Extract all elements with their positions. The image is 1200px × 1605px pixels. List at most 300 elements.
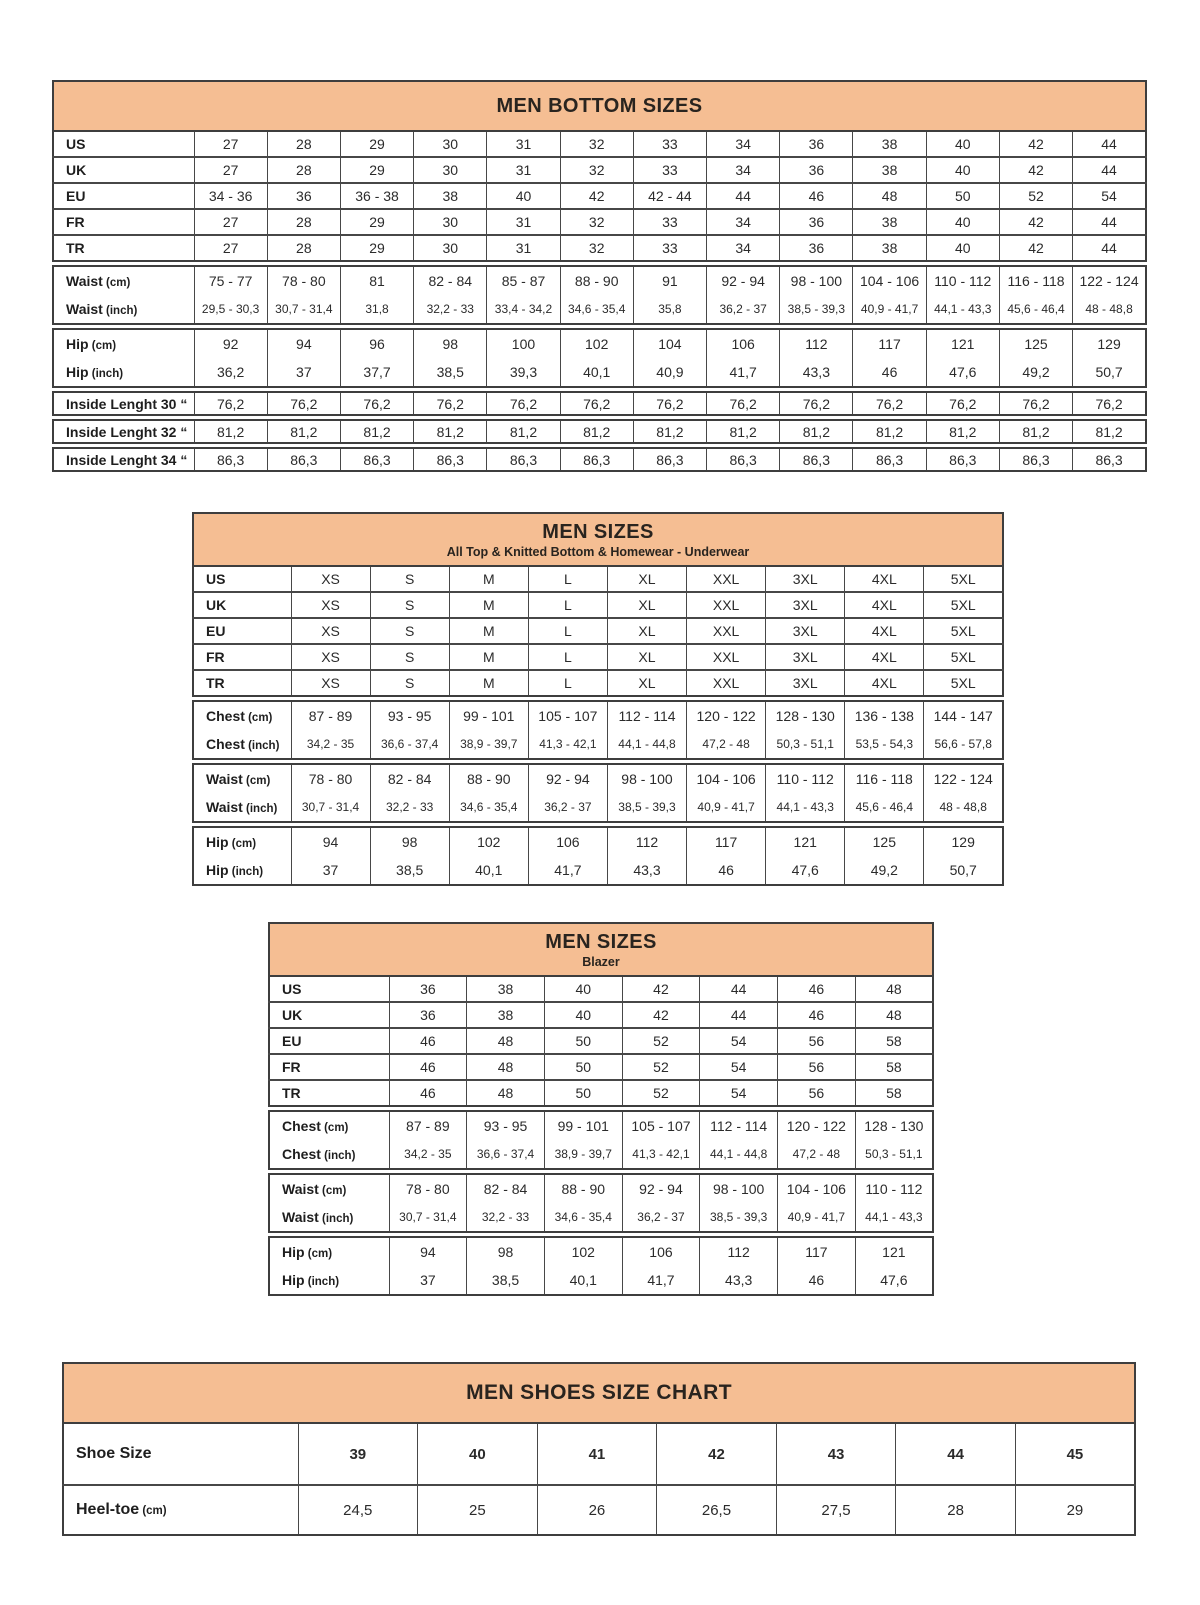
value-cell: 112 <box>700 1237 778 1266</box>
value-cell: 129 <box>924 827 1003 856</box>
value-cell: XXL <box>687 670 766 696</box>
row-label: Heel-toe (cm) <box>63 1485 298 1535</box>
value-cell: 144 - 147 <box>924 701 1003 730</box>
value-cell: 42 <box>657 1423 777 1485</box>
row-label: EU <box>193 618 291 644</box>
table-section <box>52 419 1147 444</box>
value-cell: 39,3 <box>487 358 560 387</box>
value-cell: 106 <box>528 827 607 856</box>
value-cell: 88 - 90 <box>560 266 633 295</box>
value-cell: 45,6 - 46,4 <box>845 793 924 822</box>
value-cell: 41,3 - 42,1 <box>622 1140 700 1169</box>
value-cell: 42 <box>999 157 1072 183</box>
value-cell: 47,6 <box>926 358 999 387</box>
value-cell: 43,3 <box>607 856 686 885</box>
table-section <box>62 1422 1136 1536</box>
value-cell: 41,7 <box>707 358 780 387</box>
value-cell: 46 <box>778 1002 856 1028</box>
table-row <box>269 1237 933 1266</box>
table-row <box>193 701 1003 730</box>
row-label: FR <box>53 209 194 235</box>
value-cell: 56 <box>778 1054 856 1080</box>
value-cell: 49,2 <box>999 358 1072 387</box>
value-cell: 46 <box>389 1028 467 1054</box>
table-section <box>192 565 1004 697</box>
value-cell: 37 <box>267 358 340 387</box>
chart-header-band <box>192 512 1004 565</box>
value-cell: 38 <box>414 183 487 209</box>
chart-subtitle: All Top & Knitted Bottom & Homewear - Underwear <box>446 544 750 559</box>
table-row <box>53 295 1146 324</box>
value-cell: 31 <box>487 157 560 183</box>
value-cell: 38,9 - 39,7 <box>449 730 528 759</box>
value-cell: 86,3 <box>707 448 780 471</box>
men-bottom-sizes-chart <box>52 80 1147 472</box>
value-cell: 42 <box>999 209 1072 235</box>
value-cell: 92 - 94 <box>707 266 780 295</box>
value-cell: 48 <box>855 1002 933 1028</box>
value-cell: 76,2 <box>194 392 267 415</box>
value-cell: 36,2 - 37 <box>622 1203 700 1232</box>
value-cell: 82 - 84 <box>370 764 449 793</box>
value-cell: 104 - 106 <box>853 266 926 295</box>
value-cell: 120 - 122 <box>687 701 766 730</box>
value-cell: 117 <box>853 329 926 358</box>
value-cell: 32 <box>560 235 633 261</box>
value-cell: 121 <box>855 1237 933 1266</box>
value-cell: 5XL <box>924 566 1003 592</box>
value-cell: S <box>370 566 449 592</box>
value-cell: 58 <box>855 1080 933 1106</box>
value-cell: 46 <box>778 1266 856 1295</box>
table-row <box>269 1174 933 1203</box>
value-cell: 27 <box>194 235 267 261</box>
row-label: Hip (cm) <box>193 827 291 856</box>
row-label: Waist (cm) <box>269 1174 389 1203</box>
row-label: Hip (cm) <box>53 329 194 358</box>
value-cell: 36 <box>780 131 853 157</box>
row-label: US <box>193 566 291 592</box>
value-cell: 86,3 <box>633 448 706 471</box>
row-label: Hip (inch) <box>193 856 291 885</box>
table-section <box>52 265 1147 325</box>
value-cell: 47,6 <box>855 1266 933 1295</box>
value-cell: 86,3 <box>267 448 340 471</box>
row-label: Hip (inch) <box>269 1266 389 1295</box>
value-cell: 81,2 <box>414 420 487 443</box>
value-cell: 82 - 84 <box>467 1174 545 1203</box>
value-cell: 40 <box>418 1423 538 1485</box>
value-cell: S <box>370 670 449 696</box>
value-cell: 81,2 <box>633 420 706 443</box>
value-cell: 32 <box>560 209 633 235</box>
value-cell: 86,3 <box>560 448 633 471</box>
value-cell: 42 <box>999 235 1072 261</box>
value-cell: 36 <box>267 183 340 209</box>
value-cell: 98 <box>467 1237 545 1266</box>
row-label: TR <box>193 670 291 696</box>
value-cell: 42 <box>622 1002 700 1028</box>
value-cell: L <box>528 592 607 618</box>
value-cell: 48 <box>467 1028 545 1054</box>
value-cell: 92 - 94 <box>622 1174 700 1203</box>
chart-header-band <box>52 80 1147 130</box>
value-cell: 112 - 114 <box>607 701 686 730</box>
value-cell: 30,7 - 31,4 <box>389 1203 467 1232</box>
value-cell: 98 <box>370 827 449 856</box>
chart-title: MEN SIZES <box>545 930 657 953</box>
value-cell: 81,2 <box>926 420 999 443</box>
row-label: US <box>53 131 194 157</box>
row-label: UK <box>193 592 291 618</box>
value-cell: 30 <box>414 235 487 261</box>
value-cell: XS <box>291 644 370 670</box>
value-cell: 76,2 <box>560 392 633 415</box>
value-cell: 52 <box>622 1054 700 1080</box>
value-cell: 49,2 <box>845 856 924 885</box>
value-cell: 129 <box>1073 329 1146 358</box>
value-cell: 58 <box>855 1028 933 1054</box>
value-cell: 99 - 101 <box>449 701 528 730</box>
table-row <box>53 131 1146 157</box>
value-cell: 34,6 - 35,4 <box>544 1203 622 1232</box>
value-cell: M <box>449 592 528 618</box>
value-cell: 38,5 - 39,3 <box>607 793 686 822</box>
value-cell: 30 <box>414 131 487 157</box>
value-cell: 31,8 <box>340 295 413 324</box>
value-cell: L <box>528 670 607 696</box>
value-cell: 34,2 - 35 <box>291 730 370 759</box>
value-cell: 125 <box>999 329 1072 358</box>
value-cell: M <box>449 670 528 696</box>
value-cell: 34 <box>707 235 780 261</box>
value-cell: 36 <box>780 157 853 183</box>
value-cell: 47,2 - 48 <box>778 1140 856 1169</box>
value-cell: 28 <box>267 209 340 235</box>
value-cell: 116 - 118 <box>845 764 924 793</box>
value-cell: 41,3 - 42,1 <box>528 730 607 759</box>
value-cell: 29 <box>1015 1485 1135 1535</box>
men-shoes-size-table <box>62 1422 1136 1536</box>
value-cell: 44,1 - 43,3 <box>766 793 845 822</box>
value-cell: XXL <box>687 644 766 670</box>
table-row <box>193 793 1003 822</box>
value-cell: 36 <box>389 976 467 1002</box>
value-cell: 43 <box>776 1423 896 1485</box>
value-cell: 86,3 <box>194 448 267 471</box>
value-cell: 38,5 - 39,3 <box>780 295 853 324</box>
value-cell: 4XL <box>845 566 924 592</box>
value-cell: 136 - 138 <box>845 701 924 730</box>
value-cell: 78 - 80 <box>291 764 370 793</box>
value-cell: 81,2 <box>780 420 853 443</box>
value-cell: 34 <box>707 157 780 183</box>
value-cell: 38,5 <box>370 856 449 885</box>
value-cell: 76,2 <box>999 392 1072 415</box>
value-cell: 56 <box>778 1080 856 1106</box>
value-cell: 27 <box>194 209 267 235</box>
chart-title: MEN SHOES SIZE CHART <box>466 1381 732 1404</box>
value-cell: 86,3 <box>926 448 999 471</box>
table-section <box>192 763 1004 823</box>
value-cell: 44 <box>700 1002 778 1028</box>
value-cell: 53,5 - 54,3 <box>845 730 924 759</box>
value-cell: 44,1 - 44,8 <box>700 1140 778 1169</box>
value-cell: 38 <box>853 209 926 235</box>
value-cell: 30,7 - 31,4 <box>291 793 370 822</box>
row-label: EU <box>53 183 194 209</box>
value-cell: 33 <box>633 131 706 157</box>
value-cell: 46 <box>389 1080 467 1106</box>
table-row <box>193 827 1003 856</box>
value-cell: 32 <box>560 131 633 157</box>
value-cell: 116 - 118 <box>999 266 1072 295</box>
value-cell: 76,2 <box>267 392 340 415</box>
table-row <box>269 1140 933 1169</box>
table-row <box>53 392 1146 415</box>
value-cell: 36,6 - 37,4 <box>467 1140 545 1169</box>
table-row <box>53 183 1146 209</box>
value-cell: 99 - 101 <box>544 1111 622 1140</box>
value-cell: 81,2 <box>1073 420 1146 443</box>
value-cell: XS <box>291 566 370 592</box>
value-cell: 40,1 <box>544 1266 622 1295</box>
value-cell: 31 <box>487 209 560 235</box>
row-label: Inside Lenght 30 “ <box>53 392 194 415</box>
value-cell: 3XL <box>766 592 845 618</box>
value-cell: 48 <box>467 1080 545 1106</box>
value-cell: 38,9 - 39,7 <box>544 1140 622 1169</box>
value-cell: 4XL <box>845 644 924 670</box>
value-cell: 121 <box>766 827 845 856</box>
value-cell: 44 <box>1073 209 1146 235</box>
men-sizes-blazer-chart <box>268 922 934 1296</box>
value-cell: 29,5 - 30,3 <box>194 295 267 324</box>
value-cell: 102 <box>560 329 633 358</box>
value-cell: 32,2 - 33 <box>414 295 487 324</box>
value-cell: 96 <box>340 329 413 358</box>
value-cell: 40 <box>544 976 622 1002</box>
value-cell: 92 - 94 <box>528 764 607 793</box>
value-cell: S <box>370 592 449 618</box>
table-row <box>269 1054 933 1080</box>
value-cell: 50 <box>544 1028 622 1054</box>
value-cell: 98 - 100 <box>700 1174 778 1203</box>
value-cell: 26,5 <box>657 1485 777 1535</box>
value-cell: 41 <box>537 1423 657 1485</box>
value-cell: 37 <box>291 856 370 885</box>
value-cell: 31 <box>487 131 560 157</box>
value-cell: 38 <box>853 235 926 261</box>
row-label: Waist (inch) <box>53 295 194 324</box>
row-label: UK <box>53 157 194 183</box>
value-cell: 44 <box>1073 157 1146 183</box>
table-row <box>269 1111 933 1140</box>
value-cell: 36,6 - 37,4 <box>370 730 449 759</box>
row-label: TR <box>53 235 194 261</box>
table-section <box>52 130 1147 262</box>
value-cell: 98 - 100 <box>607 764 686 793</box>
value-cell: 48 - 48,8 <box>924 793 1003 822</box>
value-cell: 58 <box>855 1054 933 1080</box>
value-cell: 94 <box>267 329 340 358</box>
value-cell: 3XL <box>766 618 845 644</box>
value-cell: 44 <box>896 1423 1016 1485</box>
value-cell: 56,6 - 57,8 <box>924 730 1003 759</box>
value-cell: 93 - 95 <box>467 1111 545 1140</box>
value-cell: 112 - 114 <box>700 1111 778 1140</box>
value-cell: 3XL <box>766 644 845 670</box>
table-row <box>193 566 1003 592</box>
table-section <box>52 328 1147 388</box>
table-row <box>193 730 1003 759</box>
value-cell: 102 <box>544 1237 622 1266</box>
row-label: Chest (cm) <box>193 701 291 730</box>
value-cell: 121 <box>926 329 999 358</box>
value-cell: 76,2 <box>1073 392 1146 415</box>
value-cell: 92 <box>194 329 267 358</box>
value-cell: 106 <box>622 1237 700 1266</box>
value-cell: 98 - 100 <box>780 266 853 295</box>
value-cell: 43,3 <box>700 1266 778 1295</box>
value-cell: 81,2 <box>707 420 780 443</box>
value-cell: 81,2 <box>194 420 267 443</box>
value-cell: 36 <box>780 235 853 261</box>
value-cell: 40 <box>926 209 999 235</box>
value-cell: 38,5 <box>414 358 487 387</box>
value-cell: 30,7 - 31,4 <box>267 295 340 324</box>
row-label: TR <box>269 1080 389 1106</box>
value-cell: 120 - 122 <box>778 1111 856 1140</box>
table-section <box>52 391 1147 416</box>
value-cell: 87 - 89 <box>389 1111 467 1140</box>
value-cell: 76,2 <box>707 392 780 415</box>
table-row <box>53 329 1146 358</box>
value-cell: 50,7 <box>924 856 1003 885</box>
value-cell: 31 <box>487 235 560 261</box>
table-row <box>193 644 1003 670</box>
row-label: Chest (inch) <box>269 1140 389 1169</box>
value-cell: 27,5 <box>776 1485 896 1535</box>
value-cell: XL <box>607 670 686 696</box>
value-cell: 78 - 80 <box>389 1174 467 1203</box>
value-cell: 76,2 <box>853 392 926 415</box>
value-cell: 54 <box>700 1054 778 1080</box>
value-cell: 43,3 <box>780 358 853 387</box>
value-cell: 29 <box>340 157 413 183</box>
value-cell: 104 - 106 <box>687 764 766 793</box>
value-cell: 40,9 - 41,7 <box>853 295 926 324</box>
value-cell: 48 <box>467 1054 545 1080</box>
value-cell: 29 <box>340 209 413 235</box>
table-row <box>53 448 1146 471</box>
value-cell: 122 - 124 <box>1073 266 1146 295</box>
value-cell: 42 <box>560 183 633 209</box>
value-cell: 5XL <box>924 592 1003 618</box>
value-cell: 40,9 - 41,7 <box>778 1203 856 1232</box>
value-cell: 88 - 90 <box>544 1174 622 1203</box>
table-row <box>193 764 1003 793</box>
value-cell: 40,9 <box>633 358 706 387</box>
value-cell: 110 - 112 <box>766 764 845 793</box>
row-label: Hip (cm) <box>269 1237 389 1266</box>
value-cell: 29 <box>340 235 413 261</box>
table-row <box>63 1485 1135 1535</box>
value-cell: 112 <box>607 827 686 856</box>
value-cell: 5XL <box>924 618 1003 644</box>
value-cell: 36,2 <box>194 358 267 387</box>
value-cell: 33,4 - 34,2 <box>487 295 560 324</box>
value-cell: 38 <box>853 157 926 183</box>
value-cell: 37 <box>389 1266 467 1295</box>
value-cell: 86,3 <box>487 448 560 471</box>
value-cell: 47,2 - 48 <box>687 730 766 759</box>
value-cell: 128 - 130 <box>855 1111 933 1140</box>
value-cell: 4XL <box>845 592 924 618</box>
table-row <box>269 1203 933 1232</box>
value-cell: 46 <box>853 358 926 387</box>
value-cell: XL <box>607 566 686 592</box>
value-cell: XS <box>291 670 370 696</box>
men-sizes-tops-table <box>192 565 1004 886</box>
row-label: Chest (cm) <box>269 1111 389 1140</box>
row-label: Inside Lenght 34 “ <box>53 448 194 471</box>
value-cell: 122 - 124 <box>924 764 1003 793</box>
value-cell: 52 <box>622 1028 700 1054</box>
chart-header-band <box>268 922 934 975</box>
value-cell: XL <box>607 644 686 670</box>
value-cell: 47,6 <box>766 856 845 885</box>
value-cell: M <box>449 618 528 644</box>
value-cell: S <box>370 618 449 644</box>
men-shoes-size-chart <box>62 1362 1136 1536</box>
value-cell: 42 <box>999 131 1072 157</box>
value-cell: 44 <box>1073 235 1146 261</box>
value-cell: 86,3 <box>1073 448 1146 471</box>
value-cell: 44,1 - 43,3 <box>855 1203 933 1232</box>
value-cell: 29 <box>340 131 413 157</box>
value-cell: 86,3 <box>414 448 487 471</box>
value-cell: 34 <box>707 209 780 235</box>
value-cell: 3XL <box>766 670 845 696</box>
value-cell: 33 <box>633 209 706 235</box>
value-cell: 125 <box>845 827 924 856</box>
value-cell: 81,2 <box>487 420 560 443</box>
value-cell: 5XL <box>924 670 1003 696</box>
value-cell: 34 <box>707 131 780 157</box>
chart-title: MEN BOTTOM SIZES <box>496 94 703 117</box>
table-row <box>269 1266 933 1295</box>
value-cell: 24,5 <box>298 1485 418 1535</box>
value-cell: 34 - 36 <box>194 183 267 209</box>
value-cell: 46 <box>780 183 853 209</box>
table-row <box>63 1423 1135 1485</box>
value-cell: 50 <box>544 1054 622 1080</box>
value-cell: 37,7 <box>340 358 413 387</box>
value-cell: XXL <box>687 566 766 592</box>
row-label: Waist (cm) <box>193 764 291 793</box>
value-cell: 128 - 130 <box>766 701 845 730</box>
value-cell: 110 - 112 <box>855 1174 933 1203</box>
table-section <box>268 1236 934 1296</box>
table-row <box>193 670 1003 696</box>
table-row <box>269 1028 933 1054</box>
value-cell: L <box>528 566 607 592</box>
value-cell: 38 <box>467 1002 545 1028</box>
row-label: Waist (cm) <box>53 266 194 295</box>
value-cell: 81,2 <box>340 420 413 443</box>
value-cell: 27 <box>194 131 267 157</box>
